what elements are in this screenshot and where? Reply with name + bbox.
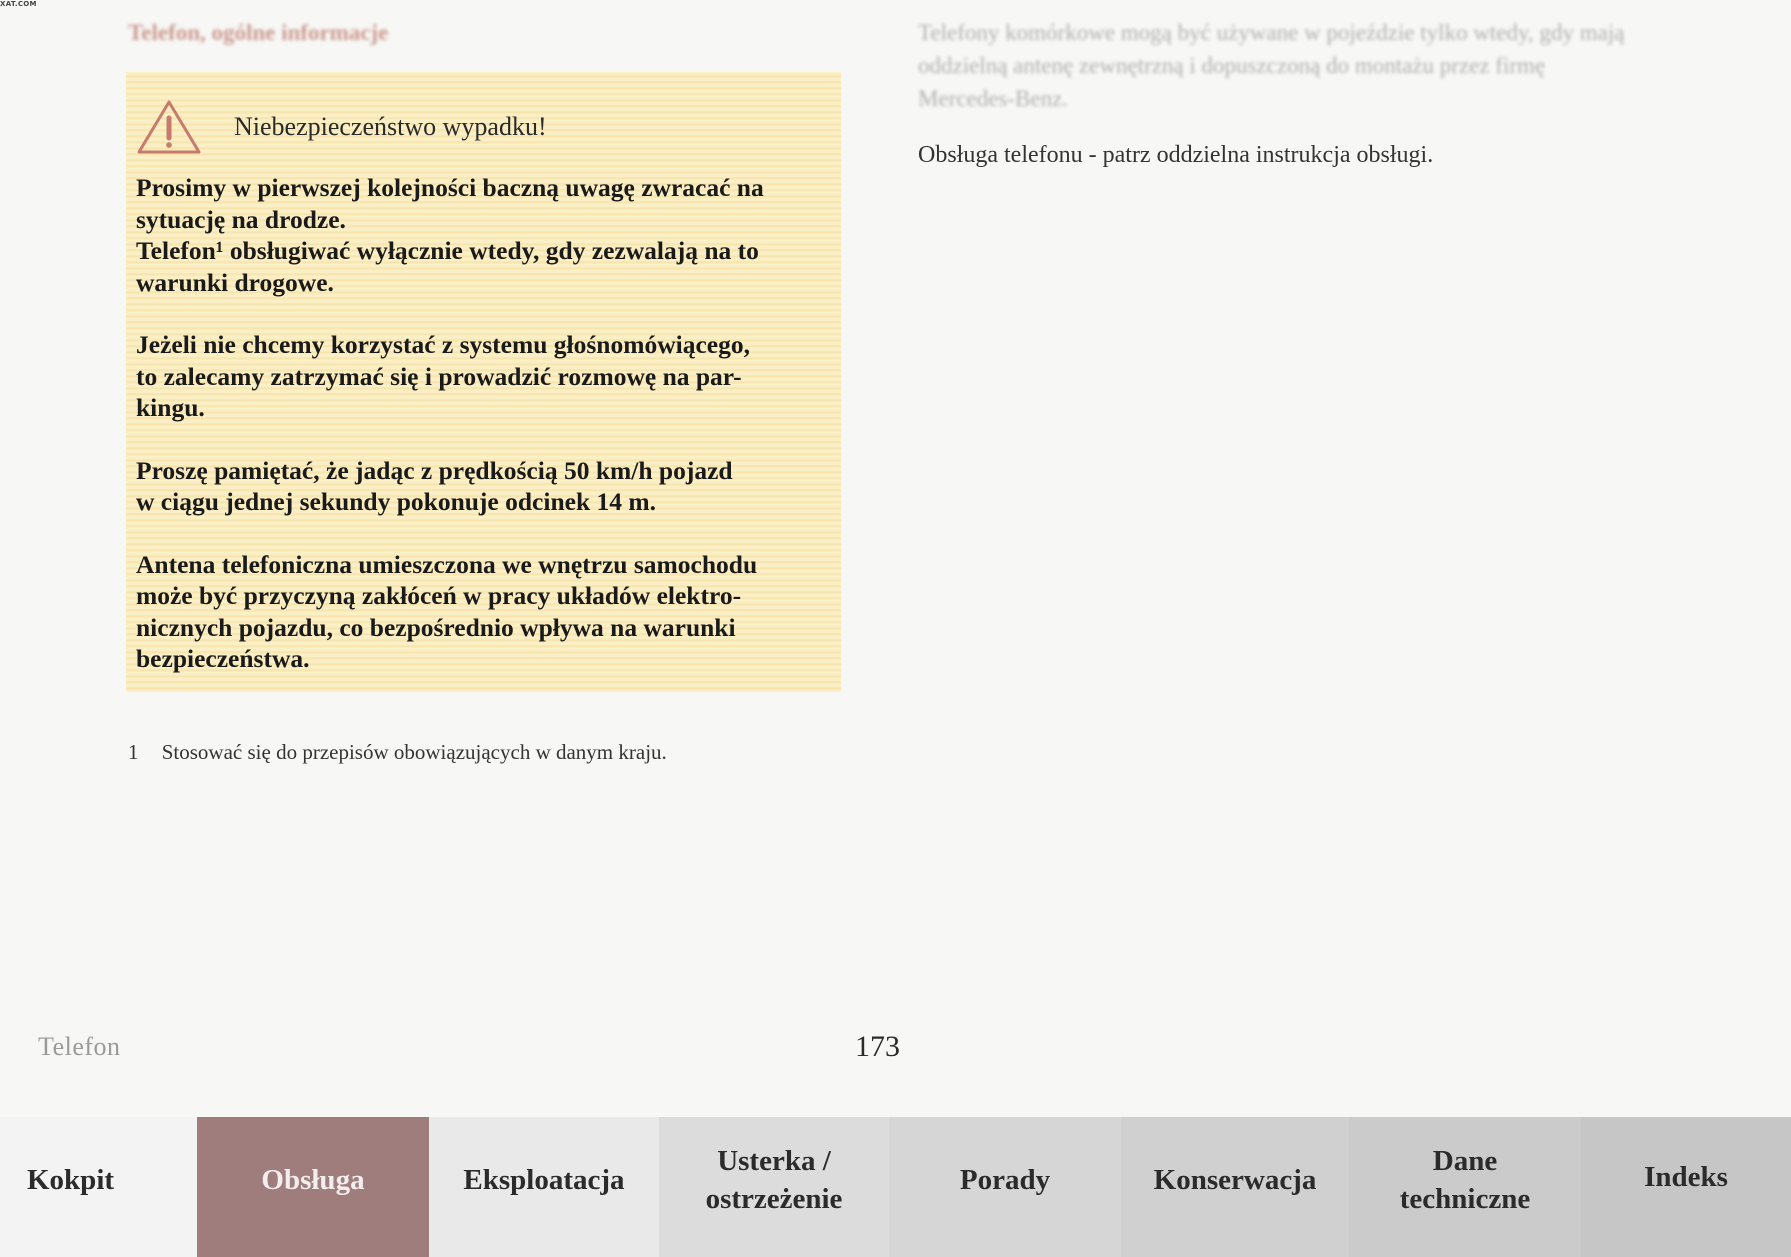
warning-line: Jeżeli nie chcemy korzystać z systemu głośnomówiącego, [136, 330, 750, 359]
footnote-number: 1 [128, 740, 139, 764]
nav-tab-usterka[interactable] [659, 1117, 889, 1257]
warning-line: Prosimy w pierwszej kolejności baczną uwagę zwracać na [136, 173, 764, 202]
nav-tab-label: Obsługa [261, 1164, 365, 1196]
watermark: XAT.COM [0, 0, 37, 8]
warning-header [136, 98, 547, 156]
warning-line: Proszę pamiętać, że jadąc z prędkością 50 km/h pojazd [136, 455, 733, 485]
nav-tab-label: Dane [1432, 1145, 1498, 1177]
warning-line: Telefon¹ obsługiwać wyłącznie wtedy, gdy zezwalają na to [136, 236, 759, 265]
section-label: Telefon [38, 1032, 121, 1061]
nav-tab-dane-techniczne[interactable] [1349, 1117, 1581, 1257]
footnote [128, 740, 667, 765]
warning-line: może być przyczyną zakłóceń w pracy układów elektro- [136, 581, 742, 610]
warning-line: bezpieczeństwa. [136, 644, 310, 673]
faded-paragraph: Telefony komórkowe mogą być używane w pojeździe tylko wtedy, gdy mają oddzielną antenę zewnętrzną i dopuszczoną do montażu przez firmę Mercedes-Benz. [918, 20, 1625, 111]
nav-tab-kokpit[interactable] [0, 1117, 197, 1257]
warning-line: sytuację na drodze. [136, 204, 346, 234]
warning-line: Antena telefoniczna umieszczona we wnętrzu samochodu [136, 549, 758, 579]
warning-triangle-icon [136, 98, 202, 156]
nav-tab-label: techniczne [1399, 1183, 1531, 1215]
warning-line: kingu. [136, 393, 205, 422]
nav-tab-eksploatacja[interactable] [429, 1117, 659, 1257]
warning-line: to zalecamy zatrzymać się i prowadzić rozmowę na par- [136, 361, 742, 391]
nav-tab-indeks[interactable] [1581, 1117, 1791, 1257]
warning-paragraph [136, 329, 836, 424]
warning-line: w ciągu jednej sekundy pokonuje odcinek 14 m. [136, 487, 656, 516]
warning-line: warunki drogowe. [136, 267, 334, 297]
nav-tab-label: Usterka / [717, 1145, 831, 1177]
nav-tab-label: Eksploatacja [463, 1164, 625, 1196]
operation-reference-text: Obsługa telefonu - patrz oddzielna instrukcja obsługi. [918, 142, 1434, 168]
warning-title: Niebezpieczeństwo wypadku! [234, 112, 547, 141]
nav-tab-konserwacja[interactable] [1121, 1117, 1349, 1257]
warning-line: nicznych pojazdu, co bezpośrednio wpływa na warunki [136, 612, 736, 642]
chapter-nav-bar [0, 1117, 1791, 1257]
footnote-text: Stosować się do przepisów obowiązujących w danym kraju. [161, 740, 667, 764]
nav-tab-porady[interactable] [889, 1117, 1121, 1257]
warning-paragraph [136, 172, 836, 298]
nav-tab-label: Kokpit [27, 1164, 115, 1196]
warning-paragraph [136, 455, 836, 518]
nav-tab-label: Indeks [1644, 1161, 1728, 1193]
nav-tab-label: ostrzeżenie [705, 1183, 843, 1215]
warning-box [126, 72, 841, 692]
nav-tab-label: Konserwacja [1153, 1164, 1317, 1196]
warning-body [136, 172, 836, 706]
warning-paragraph [136, 549, 836, 675]
nav-tab-obsluga[interactable] [197, 1117, 429, 1257]
page-header-title: Telefon, ogólne informacje [128, 20, 389, 45]
nav-tab-label: Porady [959, 1164, 1051, 1196]
page-number: 173 [855, 1030, 900, 1063]
